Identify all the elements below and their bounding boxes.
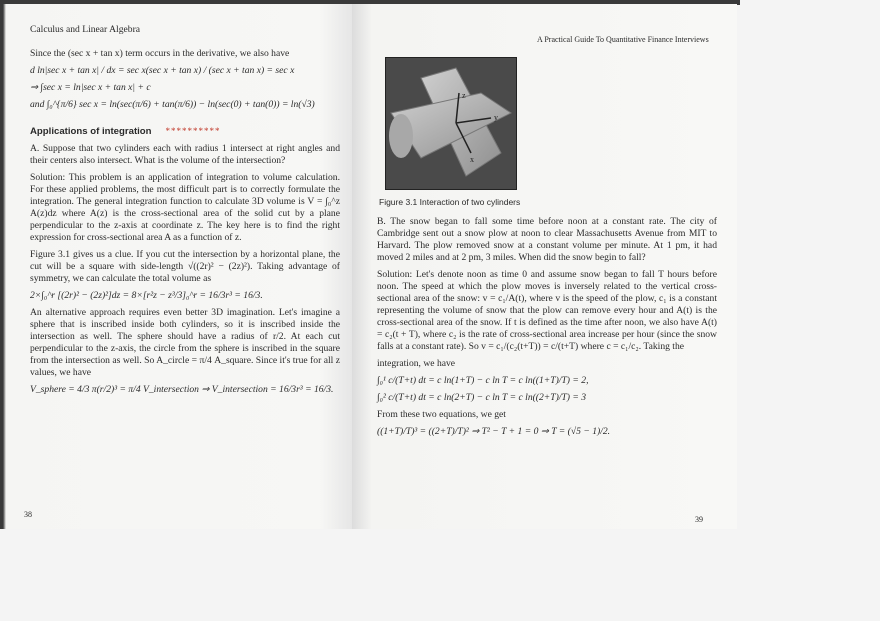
- equation: ((1+T)/T)³ = ((2+T)/T)² ⇒ T² − T + 1 = 0 ⇒ T = (√5 − 1)/2.: [377, 426, 611, 437]
- figure-intersecting-cylinders: [385, 57, 517, 190]
- equation: ⇒ ∫sec x = ln|sec x + tan x| + c: [30, 82, 151, 93]
- section-heading: Applications of integration: [30, 126, 152, 137]
- page-number: 38: [24, 510, 32, 519]
- equation: d ln|sec x + tan x| / dx = sec x(sec x + tan x) / (sec x + tan x) = sec x: [30, 65, 295, 76]
- axis-label-x: x: [470, 155, 474, 164]
- equation: and ∫₀^{π/6} sec x = ln(sec(π/6) + tan(π/6)) − ln(sec(0) + tan(0)) = ln(√3): [30, 99, 315, 110]
- solution-b: Solution: Let's denote noon as time 0 and assume snow began to fall T hours before noon. The speed at which the plow moves is inversely related to the vertical cross-sectional area of the snow: v = c₁/A(t), where v is the speed of the plow, c₁ is a constant representing the volume of snow that the plow can remove every hour and A(t) is the cross-sectional area of the snow. If t is defined as the time after noon, we also have A(t) = c₂(t + T), where c₂ is the rate of cross-sectional area increase per hour (since the snow falls at a constant rate). So v = c₁/(c₂(t+T)) = c/(t+T) where c = c₁/c₂. Taking the: [377, 269, 717, 352]
- right-page-body: [377, 216, 717, 443]
- running-header: Calculus and Linear Algebra: [30, 24, 141, 35]
- equation: ∫₀² c/(T+t) dt = c ln(2+T) − c ln T = c ln((2+T)/T) = 3: [377, 392, 587, 403]
- figure-reference: Figure 3.1 gives us a clue. If you cut the intersection by a horizontal plane, the cut will be a square with side-length √((2r)² − (2z)²). Taking advantage of symmetry, we can calculate the total volume as: [30, 249, 340, 284]
- paragraph: Since the (sec x + tan x) term occurs in the derivative, we also have: [30, 48, 290, 59]
- equation: ∫₀¹ c/(T+t) dt = c ln(1+T) − c ln T = c ln((1+T)/T) = 2,: [377, 375, 589, 386]
- axis-label-z: z: [462, 91, 466, 100]
- equation: 2×∫₀^r [(2r)² − (2z)²]dz = 8×[r²z − z³/3]₀^r = 16/3r³ = 16/3.: [30, 290, 263, 301]
- right-page: [352, 4, 737, 529]
- solution-a: Solution: This problem is an application of integration to volume calculation. For these applied problems, the most difficult part is to correctly formulate the integration. The general integration function to calculate 3D volume is V = ∫₀^z A(z)dz where A(z) is the cross-sectional area of the solid cut by a plane perpendicular to the z-axis at coordinate z. The key here is to find the right expression for cross-sectional area A as a function of z.: [30, 172, 340, 243]
- figure-caption: Figure 3.1 Interaction of two cylinders: [379, 197, 521, 207]
- paragraph: From these two equations, we get: [377, 409, 506, 420]
- axis-label-y: y: [494, 113, 498, 122]
- page-number: 39: [695, 515, 703, 524]
- left-page-body: [30, 24, 340, 401]
- problem-a: A. Suppose that two cylinders each with radius 1 intersect at right angles and their centers also intersect. What is the volume of the intersection?: [30, 143, 340, 166]
- equation: V_sphere = 4/3 π(r/2)³ = π/4 V_intersection ⇒ V_intersection = 16/3r³ = 16/3.: [30, 384, 334, 395]
- section-heading-row: [30, 125, 340, 138]
- running-header: A Practical Guide To Quantitative Finance Interviews: [537, 35, 709, 44]
- problem-b: B. The snow began to fall some time before noon at a constant rate. The city of Cambridge sent out a snow plow at noon to clear Massachusetts Avenue from MIT to Harvard. The plow removed snow at a constant volume per minute. At 1 pm, it had moved 2 miles and at 2 pm, 3 miles. When did the snow begin to fall?: [377, 216, 717, 263]
- paragraph: integration, we have: [377, 358, 456, 369]
- alternative-approach: An alternative approach requires even better 3D imagination. Let's imagine a sphere that is inscribed inside both cylinders, so it is inscribed inside the intersection as well. The sphere should have a radius of r/2. At each cut perpendicular to the z-axis, the circle from the sphere is inscribed in the square from the intersection as well. So A_circle = π/4 A_square. Since it's true for all z values, we have: [30, 307, 340, 378]
- difficulty-stars: **********: [165, 126, 221, 136]
- left-page: [0, 4, 352, 529]
